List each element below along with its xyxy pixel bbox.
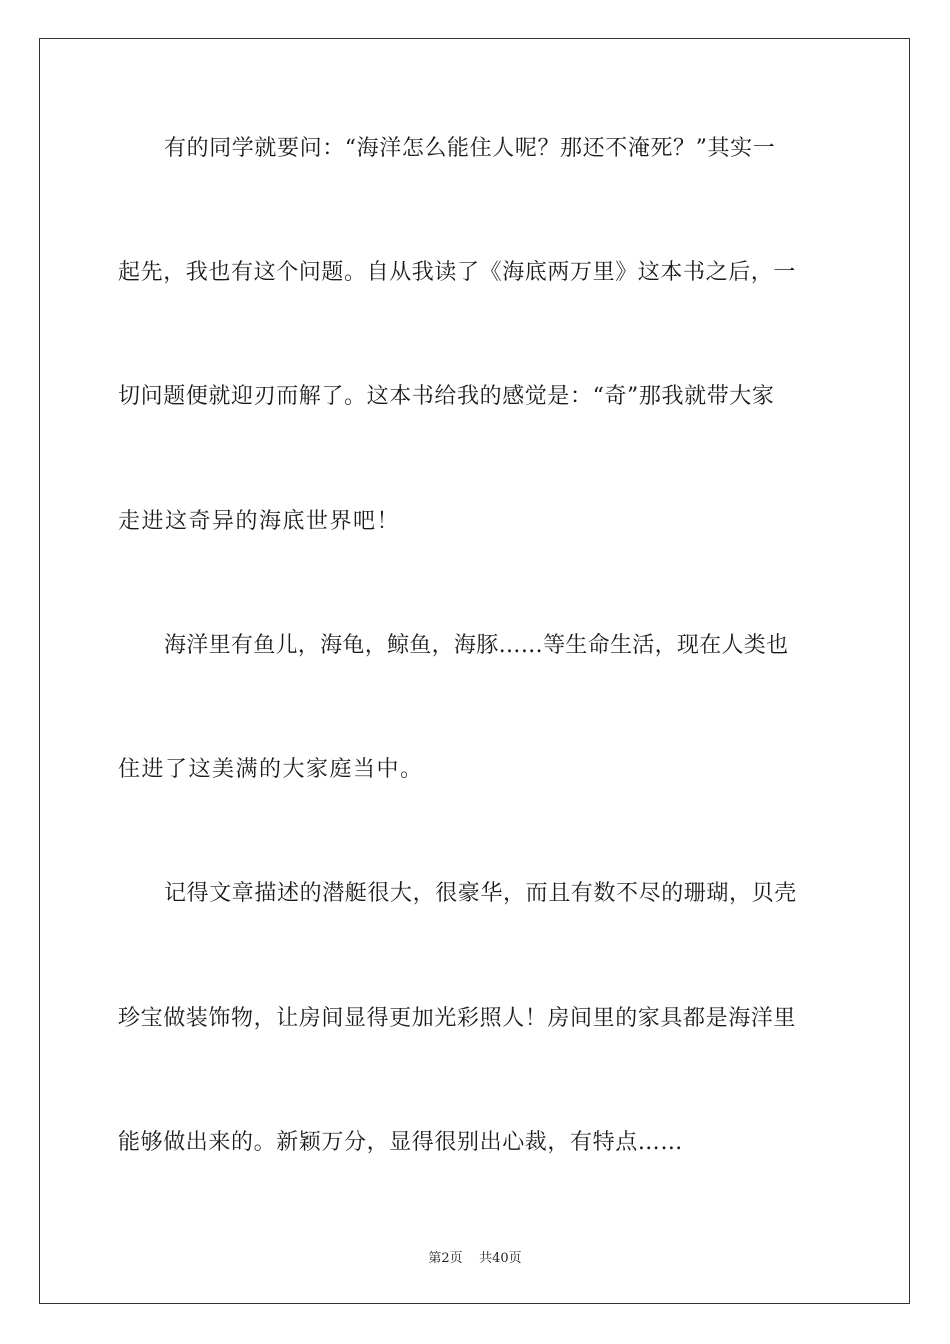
paragraph-line: 切问题便就迎刃而解了。这本书给我的感觉是：“奇”那我就带大家 xyxy=(118,384,775,409)
paragraph-line: 走进这奇异的海底世界吧！ xyxy=(118,509,401,534)
page-number: 第2页 xyxy=(428,1251,463,1266)
paragraph-line: 能够做出来的。新颖万分，显得很别出心裁，有特点…… xyxy=(118,1130,684,1155)
page-footer xyxy=(0,1247,950,1266)
paragraph-line: 海洋里有鱼儿，海龟，鲸鱼，海豚……等生命生活，现在人类也 xyxy=(164,633,789,658)
paragraph-line: 起先，我也有这个问题。自从我读了《海底两万里》这本书之后，一 xyxy=(118,260,797,285)
paragraph-line: 珍宝做装饰物，让房间显得更加光彩照人！房间里的家具都是海洋里 xyxy=(118,1006,797,1031)
paragraph-line: 记得文章描述的潜艇很大，很豪华，而且有数不尽的珊瑚，贝壳 xyxy=(164,881,797,906)
page-border xyxy=(39,38,910,1304)
paragraph-line: 住进了这美满的大家庭当中。 xyxy=(118,757,424,782)
total-pages: 共40页 xyxy=(479,1251,522,1266)
paragraph-line: 有的同学就要问：“海洋怎么能住人呢？那还不淹死？”其实一 xyxy=(164,136,776,161)
